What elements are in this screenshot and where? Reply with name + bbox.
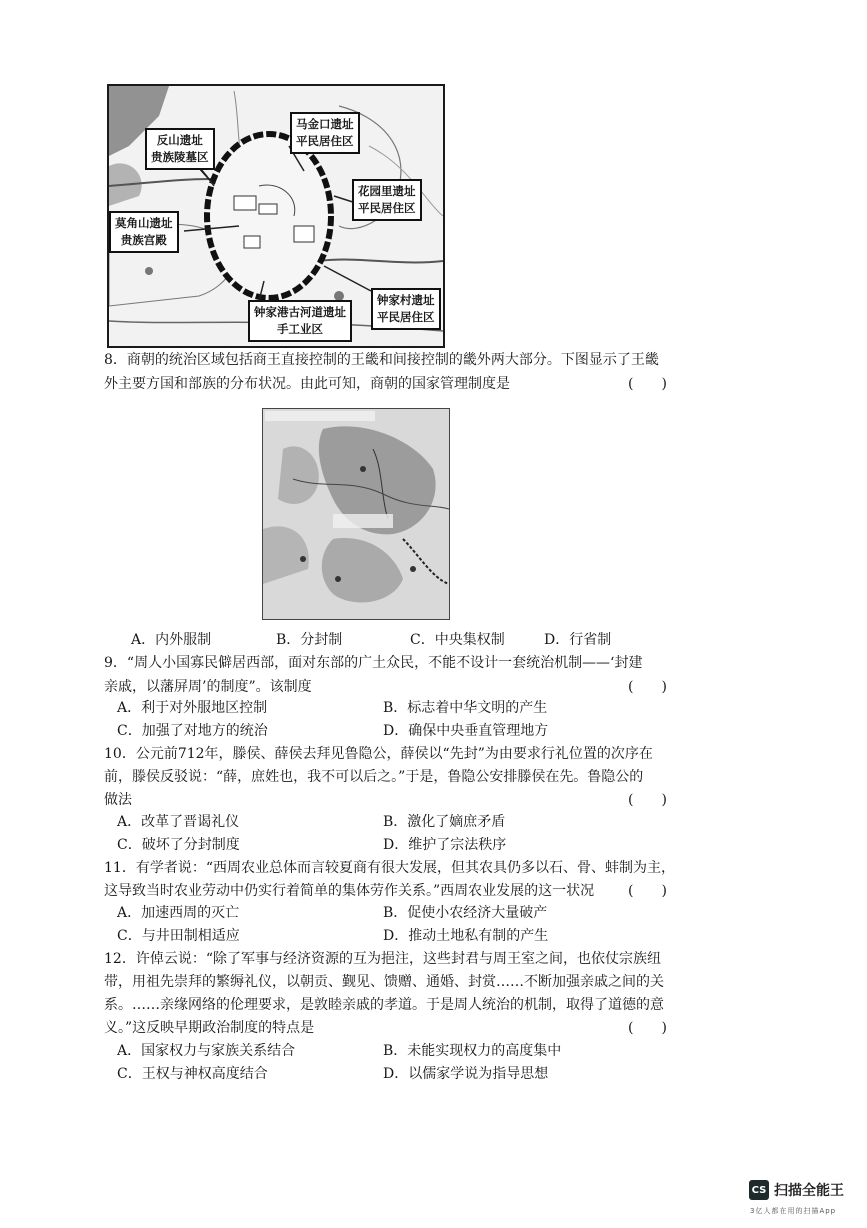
question-8-answer-paren[interactable]: ( ): [628, 376, 667, 392]
question-12-option-d[interactable]: D．以儒家学说为指导思想: [383, 1066, 549, 1082]
question-9-answer-paren[interactable]: ( ): [628, 679, 667, 695]
question-12-option-a[interactable]: A．国家权力与家族关系结合: [117, 1043, 296, 1059]
question-11-option-b[interactable]: B．促使小农经济大量破产: [383, 905, 548, 921]
site-label-fanshan: [145, 128, 215, 170]
shang-vassal-states-map: [262, 408, 450, 620]
question-10-option-a[interactable]: A．改革了晋谒礼仪: [117, 814, 240, 830]
question-8-line-1: 8．商朝的统治区域包括商王直接控制的王畿和间接控制的畿外两大部分。下图显示了王畿: [104, 352, 659, 368]
question-12-option-c[interactable]: C．王权与神权高度结合: [117, 1066, 268, 1082]
site-label-type: 手工业区: [277, 322, 323, 336]
question-10-option-d[interactable]: D．维护了宗法秩序: [383, 837, 507, 853]
camscanner-logo-icon: CS: [749, 1180, 769, 1200]
site-label-name: 反山遗址: [156, 133, 203, 147]
question-10-option-b[interactable]: B．激化了嫡庶矛盾: [383, 814, 506, 830]
question-10-line-2: 前，滕侯反驳说：“薛，庶姓也，我不可以后之。”于是，鲁隐公安排滕侯在先。鲁隐公的: [104, 769, 644, 785]
site-label-majinkou: [290, 112, 360, 154]
site-label-name: 马金口遗址: [296, 117, 354, 131]
site-label-name: 花园里遗址: [358, 184, 416, 198]
question-12-line-2: 带，用祖先崇拜的繁缛礼仪，以朝贡、觐见、馈赠、通婚、封赏……不断加强亲戚之间的关: [104, 974, 664, 990]
question-8-option-d[interactable]: D．行省制: [544, 632, 612, 648]
question-8-option-c[interactable]: C．中央集权制: [410, 632, 505, 648]
liangzhu-site-map: [107, 84, 445, 348]
question-8-line-2: 外主要方国和部族的分布状况。由此可知，商朝的国家管理制度是: [104, 376, 510, 392]
question-11-option-d[interactable]: D．推动土地私有制的产生: [383, 928, 549, 944]
question-12-line-4: 义。”这反映早期政治制度的特点是: [104, 1020, 315, 1036]
question-12-option-b[interactable]: B．未能实现权力的高度集中: [383, 1043, 562, 1059]
vassal-map-drawing: [263, 409, 449, 619]
question-11-option-c[interactable]: C．与井田制相适应: [117, 928, 240, 944]
site-label-type: 平民居住区: [296, 134, 354, 148]
site-label-type: 平民居住区: [377, 310, 435, 324]
question-11-option-a[interactable]: A．加速西周的灭亡: [117, 905, 240, 921]
question-9-option-a[interactable]: A．利于对外服地区控制: [117, 700, 268, 716]
question-9-line-2: 亲戚，以藩屏周’的制度”。该制度: [104, 679, 312, 695]
question-8-option-b[interactable]: B．分封制: [276, 632, 343, 648]
site-label-type: 平民居住区: [358, 201, 416, 215]
question-9-option-b[interactable]: B．标志着中华文明的产生: [383, 700, 548, 716]
site-label-name: 钟家村遗址: [377, 293, 435, 307]
watermark-app-name: 扫描全能王: [774, 1183, 844, 1199]
question-10-line-1: 10．公元前712年，滕侯、薛侯去拜见鲁隐公，薛侯以“先封”为由要求行礼位置的次序在: [104, 746, 653, 762]
site-label-zhongjiacun: [371, 288, 441, 330]
site-label-mojiaoshan: [109, 211, 179, 253]
question-11-line-1: 11．有学者说：“西周农业总体而言较夏商有很大发展，但其农具仍多以石、骨、蚌制为主，: [104, 860, 675, 876]
question-10-line-3: 做法: [104, 792, 132, 808]
question-11-answer-paren[interactable]: ( ): [628, 883, 667, 899]
site-label-type: 贵族宫殿: [120, 233, 167, 247]
question-11-line-2: 这导致当时农业劳动中仍实行着简单的集体劳作关系。”西周农业发展的这一状况: [104, 883, 595, 899]
site-label-zhongjiagang: [248, 300, 352, 342]
question-9-line-1: 9．“周人小国寡民僻居西部，面对东部的广土众民，不能不设计一套统治机制——‘封建: [104, 655, 643, 671]
question-12-line-1: 12．许倬云说：“除了军事与经济资源的互为挹注，这些封君与周王室之间，也依仗宗族纽: [104, 951, 661, 967]
question-9-option-c[interactable]: C．加强了对地方的统治: [117, 723, 268, 739]
question-12-line-3: 系。……亲缘网络的伦理要求，是敦睦亲戚的孝道。于是周人统治的机制，取得了道德的意: [104, 997, 664, 1013]
question-10-answer-paren[interactable]: ( ): [628, 792, 667, 808]
site-label-huayuanli: [352, 179, 422, 221]
scanner-watermark: [749, 1180, 844, 1200]
site-label-name: 莫角山遗址: [115, 216, 173, 230]
site-label-type: 贵族陵墓区: [151, 150, 209, 164]
question-10-option-c[interactable]: C．破坏了分封制度: [117, 837, 240, 853]
question-9-option-d[interactable]: D．确保中央垂直管理地方: [383, 723, 549, 739]
site-label-name: 钟家港古河道遗址: [254, 305, 346, 319]
watermark-tagline: 3亿人都在用的扫描App: [750, 1207, 837, 1215]
question-12-answer-paren[interactable]: ( ): [628, 1020, 667, 1036]
question-8-option-a[interactable]: A．内外服制: [131, 632, 212, 648]
